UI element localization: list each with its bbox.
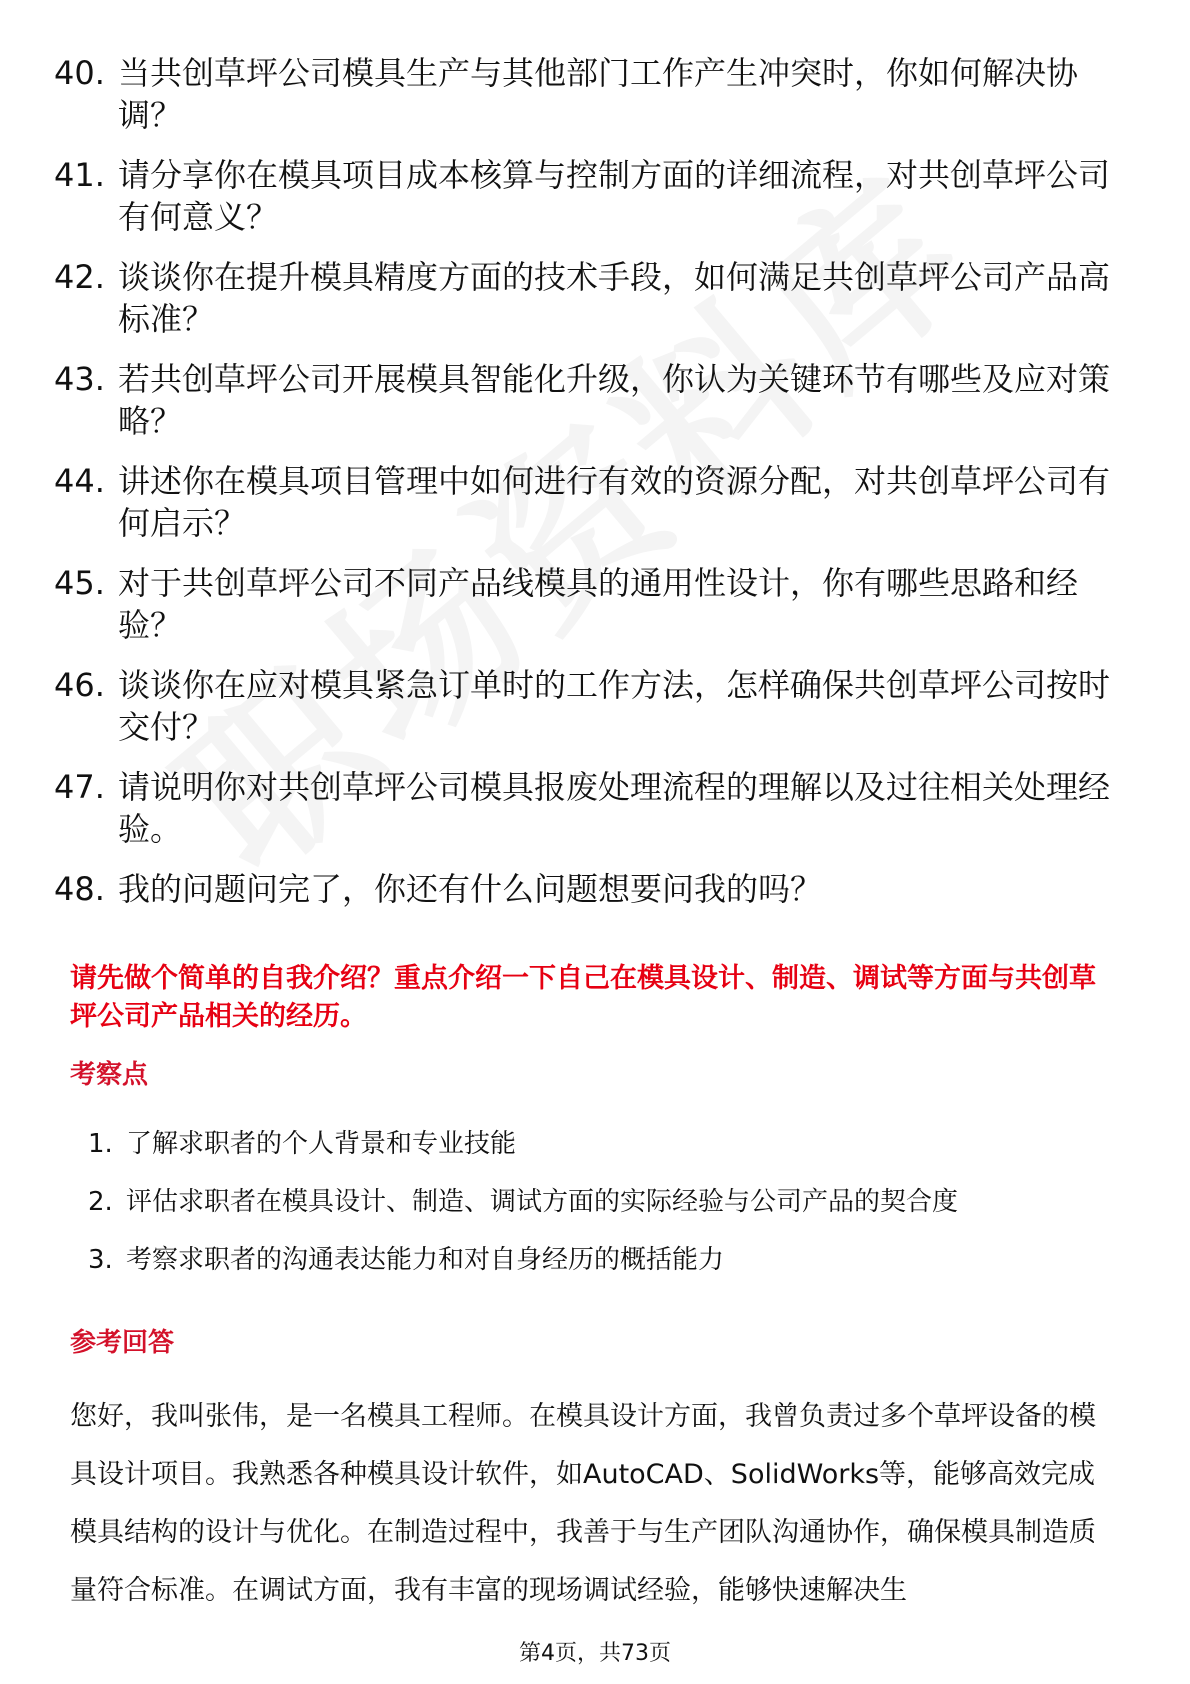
question-text: 请分享你在模具项目成本核算与控制方面的详细流程，对共创草坪公司有何意义？ (118, 156, 1111, 236)
question-number: 46. (54, 666, 105, 704)
question-number: 43. (54, 360, 105, 398)
observe-text: 评估求职者在模具设计、制造、调试方面的实际经验与公司产品的契合度 (126, 1187, 959, 1217)
question-item (54, 154, 1114, 238)
question-text: 讲述你在模具项目管理中如何进行有效的资源分配，对共创草坪公司有何启示？ (118, 462, 1111, 542)
observe-number: 2. (88, 1187, 113, 1217)
highlight-question: 请先做个简单的自我介绍？重点介绍一下自己在模具设计、制造、调试等方面与共创草坪公司产品相关的经历。 (70, 963, 1096, 1032)
question-text: 当共创草坪公司模具生产与其他部门工作产生冲突时，你如何解决协调？ (118, 54, 1079, 134)
question-item (54, 52, 1114, 136)
question-number: 41. (54, 156, 105, 194)
question-item (54, 868, 1114, 910)
reference-heading: 参考回答 (70, 1328, 175, 1358)
observe-item (88, 1126, 1088, 1162)
observe-number: 3. (88, 1245, 113, 1275)
observe-text: 考察求职者的沟通表达能力和对自身经历的概括能力 (126, 1245, 725, 1275)
question-number: 45. (54, 564, 105, 602)
question-item (54, 664, 1114, 748)
question-text: 若共创草坪公司开展模具智能化升级，你认为关键环节有哪些及应对策略？ (118, 360, 1111, 440)
reference-answer: 您好，我叫张伟，是一名模具工程师。在模具设计方面，我曾负责过多个草坪设备的模具设计项目。我熟悉各种模具设计软件，如AutoCAD、SolidWorks等，能够高效完成模具结构的设计与优化。在制造过程中，我善于与生产团队沟通协作，确保模具制造质量符合标准。在调试方面，我有丰富的现场调试经验，能够快速解决生 (70, 1401, 1096, 1606)
observe-item (88, 1242, 1088, 1278)
observe-number: 1. (88, 1129, 113, 1159)
question-item (54, 562, 1114, 646)
observe-text: 了解求职者的个人背景和专业技能 (126, 1129, 517, 1159)
question-text: 谈谈你在应对模具紧急订单时的工作方法，怎样确保共创草坪公司按时交付？ (118, 666, 1111, 746)
question-text: 谈谈你在提升模具精度方面的技术手段，如何满足共创草坪公司产品高标准？ (118, 258, 1111, 338)
observe-heading: 考察点 (70, 1060, 149, 1090)
observe-item (88, 1184, 1088, 1220)
question-number: 40. (54, 54, 105, 92)
question-text: 对于共创草坪公司不同产品线模具的通用性设计，你有哪些思路和经验？ (118, 564, 1079, 644)
page-footer: 第4页，共73页 (519, 1641, 671, 1666)
observe-list (88, 1126, 1088, 1300)
question-item (54, 256, 1114, 340)
question-item (54, 460, 1114, 544)
question-text: 请说明你对共创草坪公司模具报废处理流程的理解以及过往相关处理经验。 (118, 768, 1111, 848)
question-number: 42. (54, 258, 105, 296)
question-item (54, 766, 1114, 850)
question-list (54, 52, 1114, 928)
question-number: 47. (54, 768, 105, 806)
question-number: 44. (54, 462, 105, 500)
question-number: 48. (54, 870, 105, 908)
question-text: 我的问题问完了，你还有什么问题想要问我的吗？ (118, 870, 823, 908)
question-item (54, 358, 1114, 442)
